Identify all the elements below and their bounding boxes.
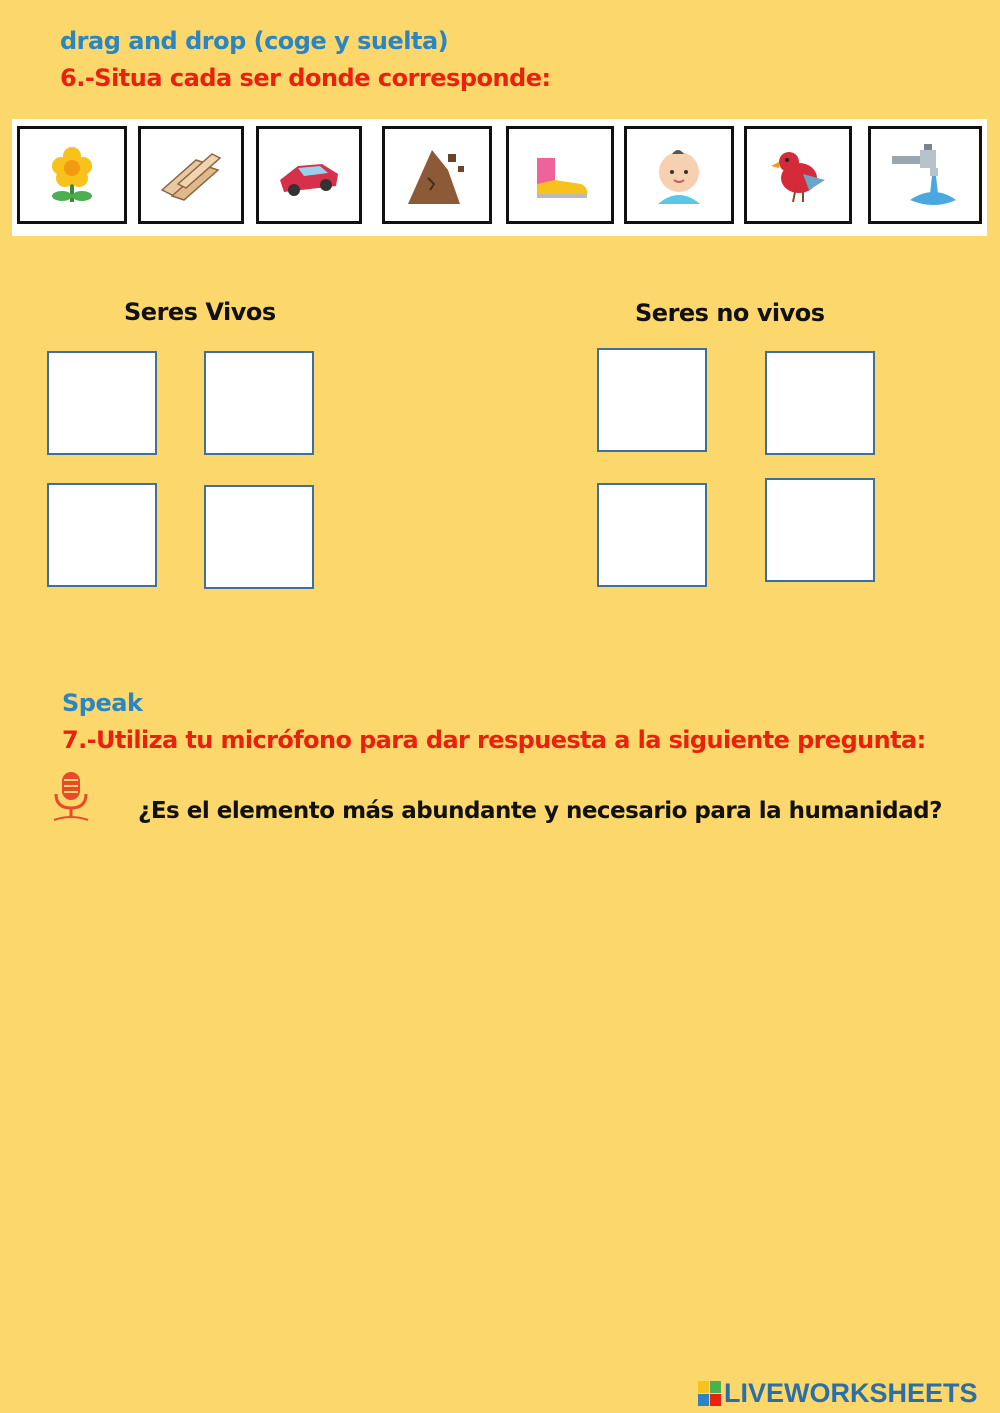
nonliving-drop-zone-1[interactable] [597,348,707,452]
draggable-items-strip [12,119,987,236]
draggable-flower[interactable] [17,126,127,224]
water-tap-icon [890,140,960,210]
living-drop-zone-4[interactable] [204,485,314,589]
draggable-car[interactable] [256,126,362,224]
draggable-rock[interactable] [382,126,492,224]
flower-icon [37,140,107,210]
rock-icon [402,140,472,210]
instruction-activity-7: 7.-Utiliza tu micrófono para dar respuesta a la siguiente pregunta: [62,726,926,754]
nonliving-drop-zone-4[interactable] [765,478,875,582]
wood-planks-icon [156,140,226,210]
draggable-baby[interactable] [624,126,734,224]
bird-icon [763,140,833,210]
living-drop-zone-1[interactable] [47,351,157,455]
living-beings-title: Seres Vivos [124,298,276,326]
draggable-shoe[interactable] [506,126,614,224]
baby-icon [644,140,714,210]
shoe-icon [525,140,595,210]
living-drop-zone-3[interactable] [47,483,157,587]
speak-label: Speak [62,689,143,717]
living-drop-zone-2[interactable] [204,351,314,455]
car-icon [274,140,344,210]
liveworksheets-logo-icon [698,1381,722,1407]
instruction-activity-6: 6.-Situa cada ser donde corresponde: [60,64,551,92]
draggable-wood-planks[interactable] [138,126,244,224]
nonliving-beings-title: Seres no vivos [635,299,825,327]
instruction-drag-drop: drag and drop (coge y suelta) [60,27,449,55]
draggable-water-tap[interactable] [868,126,982,224]
nonliving-drop-zone-2[interactable] [765,351,875,455]
nonliving-drop-zone-3[interactable] [597,483,707,587]
speaking-question: ¿Es el elemento más abundante y necesario para la humanidad? [138,798,942,824]
microphone-button[interactable] [50,770,92,822]
microphone-icon [50,770,92,822]
footer-brand-text: LIVEWORKSHEETS [724,1378,978,1408]
footer-brand [698,1378,978,1409]
draggable-bird[interactable] [744,126,852,224]
